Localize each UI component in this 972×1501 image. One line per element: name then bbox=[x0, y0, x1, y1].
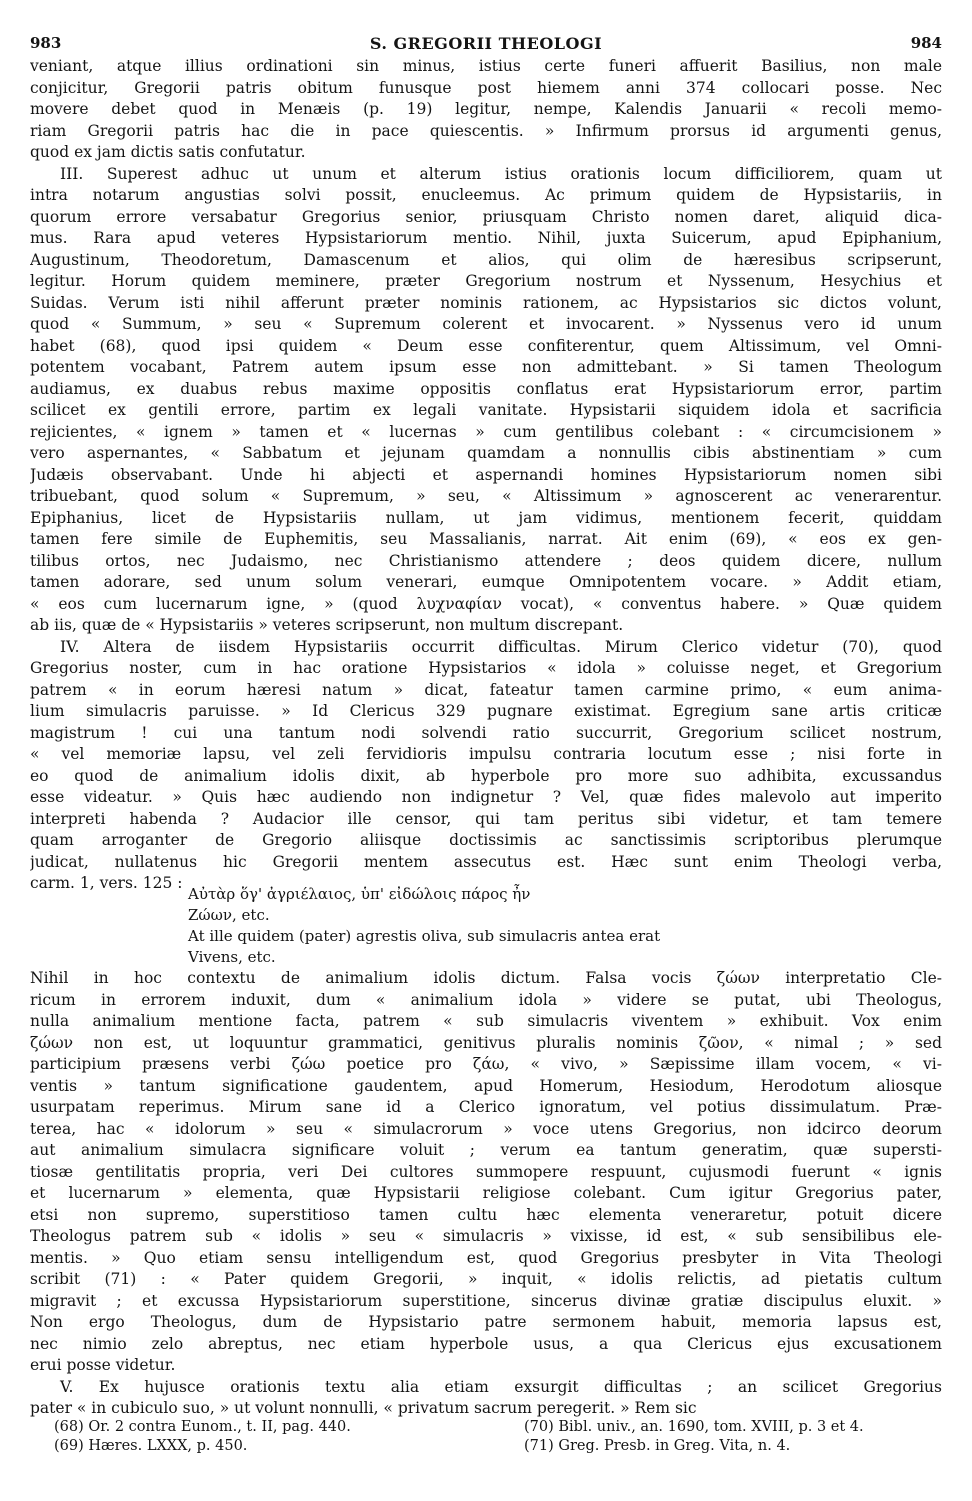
footnotes-right-column bbox=[524, 1418, 944, 1456]
text-line: tamen fere simile de Euphemitis, seu Massalianis, narrat. Ait enim (69), « eos ex gen- bbox=[30, 530, 942, 548]
text-line: habet (68), quod ipsi quidem « Deum esse confiterentur, quem Altissimum, vel Omni- bbox=[30, 336, 942, 355]
text-line: tiosæ gentilitatis propria, veri Dei cultores summopere respuunt, cujusmodi fuerunt « ignis bbox=[30, 1162, 942, 1181]
quote-line: Ζώων, etc. bbox=[188, 906, 270, 924]
main-text-block-continued bbox=[30, 968, 942, 1420]
text-line: vero aspernantes, « Sabbatum et jejunam quamdam a nonnullis cibis abstinentiam » cum bbox=[30, 444, 942, 462]
text-line: aut animalium simulacra significare voluit ; verum ea tantum generatim, quæ supersti- bbox=[30, 1141, 942, 1159]
text-line: erui posse videtur. bbox=[30, 1356, 176, 1374]
verse-quotation bbox=[188, 884, 748, 968]
text-line: scilicet ex gentili errore, partim ex legali vanitate. Hypsistarii siquidem idola et sacrificia bbox=[30, 401, 942, 419]
text-line: veniant, atque illius ordinationi sin minus, istius certe funeri affuerit Basilius, non male bbox=[30, 57, 942, 75]
page-number-left: 983 bbox=[30, 34, 62, 52]
text-line: ventis » tantum significatione gaudentem, apud Homerum, Hesiodum, Herodotum aliosque bbox=[30, 1076, 942, 1095]
text-line: movere debet quod in Menæis (p. 19) legitur, nempe, Kalendis Januarii « recoli memo- bbox=[30, 100, 942, 118]
text-line: rejicientes, « ignem » tamen et « lucernas » cum gentilibus colebant : « circumcisionem » bbox=[30, 422, 942, 441]
running-title: S. GREGORII THEOLOGI bbox=[369, 34, 603, 53]
text-line: riam Gregorii patris hac die in pace quiescentis. » Infirmum prorsus id argumenti genus, bbox=[30, 121, 942, 140]
text-line: ζώων non est, ut loquuntur grammatici, genitivus pluralis nominis ζῶον, « nimal ; » sed bbox=[30, 1033, 942, 1052]
text-line: etsi non supremo, superstitioso tamen cultu hæc elementa veneraretur, potuit dicere bbox=[30, 1205, 942, 1224]
text-line: conjicitur, Gregorii patris obitum funusque post hiemem anni 374 collocari posse. Nec bbox=[30, 78, 942, 97]
text-line: Augustinum, Theodoretum, Damascenum et alios, qui olim de hæresibus scripserunt, bbox=[30, 250, 942, 269]
text-line: Epiphanius, licet de Hypsistariis nullam, ut jam vidimus, mentionem fecerit, quiddam bbox=[30, 508, 942, 527]
quote-line: At ille quidem (pater) agrestis oliva, sub simulacris antea erat bbox=[188, 927, 661, 945]
text-line: legitur. Horum quidem meminere, præter Gregorium nostrum et Nyssenum, Hesychius et bbox=[30, 272, 942, 290]
text-line: V. Ex hujusce orationis textu alia etiam exsurgit difficultas ; an scilicet Gregorius bbox=[60, 1377, 942, 1396]
text-line: Judæis observabant. Unde hi abjecti et aspernandi homines Hypsistariorum nomen sibi bbox=[30, 465, 942, 484]
footnotes-left-column bbox=[54, 1418, 514, 1456]
text-line: interpreti habenda ? Audacior ille censor, qui tam peritus sibi videtur, et tam temere bbox=[30, 809, 942, 828]
text-line: Nihil in hoc contextu de animalium idolis dictum. Falsa vocis ζώων interpretatio Cle- bbox=[30, 969, 942, 987]
page-header bbox=[30, 34, 942, 54]
footnote: (69) Hæres. LXXX, p. 450. bbox=[54, 1438, 248, 1454]
text-line: lium simulacris paruisse. » Id Clericus 329 pugnare existimat. Egregium sane artis criticæ bbox=[30, 702, 942, 720]
text-line: III. Superest adhuc ut unum et alterum istius orationis locum difficiliorem, quam ut bbox=[60, 164, 942, 183]
footnote: (68) Or. 2 contra Eunom., t. II, pag. 440. bbox=[54, 1419, 351, 1435]
text-line: Gregorius noster, cum in hac oratione Hypsistarios « idola » coluisse neget, et Gregorium bbox=[30, 659, 942, 677]
text-line: ab iis, quæ de « Hypsistariis » veteres scripserunt, non multum discrepant. bbox=[30, 616, 624, 634]
text-line: intra notarum angustias solvi possit, enucleemus. Ac primum quidem de Hypsistariis, in bbox=[30, 186, 942, 204]
text-line: patrem « in eorum hæresi natum » dicat, fateatur tamen carmine primo, « eum anima- bbox=[30, 680, 942, 699]
text-line: carm. 1, vers. 125 : bbox=[30, 874, 183, 892]
quote-line: Vivens, etc. bbox=[188, 948, 276, 966]
quote-line: Αὐτὰρ ὅγ' ἀγριέλαιος, ὑπ' εἰδώλοις πάρος ἦν bbox=[188, 885, 531, 903]
text-line: nec nimio zelo abreptus, nec etiam hyperbole usus, a qua Clericus ejus excusationem bbox=[30, 1334, 942, 1353]
text-line: quorum errore versabatur Gregorius senior, priusquam Christo nomen daret, aliquid dica- bbox=[30, 207, 942, 226]
text-line: participium præsens verbi ζώω poetice pro ζάω, « vivo, » Sæpissime illam vocem, « vi- bbox=[30, 1055, 942, 1073]
main-text-block bbox=[30, 56, 942, 895]
footnote: (71) Greg. Presb. in Greg. Vita, n. 4. bbox=[524, 1438, 791, 1454]
text-line: scribit (71) : « Pater quidem Gregorii, » inquit, « idolis relictis, ad pietatis cultum bbox=[30, 1270, 942, 1288]
text-line: judicat, nullatenus hic Gregorii mentem assecutus est. Hæc sunt enim Theologi verba, bbox=[30, 852, 942, 871]
text-line: nulla animalium mentione facta, patrem « sub simulacris viventem » exhibuit. Vox enim bbox=[30, 1012, 942, 1030]
text-line: et lucernarum » elementa, quæ Hypsistarii religiose colebant. Cum igitur Gregorius pater, bbox=[30, 1184, 942, 1202]
text-line: mus. Rara apud veteres Hypsistariorum mentio. Nihil, juxta Suicerum, apud Epiphanium, bbox=[30, 229, 942, 247]
text-line: potentem vocabant, Patrem autem ipsum esse non admittebant. » Si tamen Theologum bbox=[30, 358, 942, 376]
text-line: quod ex jam dictis satis confutatur. bbox=[30, 143, 306, 161]
text-line: ricum in errorem induxit, dum « animalium idola » videre se putat, ubi Theologus, bbox=[30, 990, 942, 1009]
text-line: IV. Altera de iisdem Hypsistariis occurrit difficultas. Mirum Clerico videtur (70), quod bbox=[60, 637, 942, 656]
text-line: tilibus ortos, nec Judaismo, nec Christianismo attendere ; deos quidem dicere, nullum bbox=[30, 551, 942, 570]
text-line: magistrum ! cui una tantum nodi solvendi ratio succurrit, Gregorium scilicet nostrum, bbox=[30, 723, 942, 742]
text-line: mentis. » Quo etiam sensu intelligendum est, quod Gregorius presbyter in Vita Theologi bbox=[30, 1248, 942, 1267]
text-line: migravit ; et excussa Hypsistariorum superstitione, sincerus divinæ gratiæ discipulus eluxit. » bbox=[30, 1291, 942, 1310]
text-line: audiamus, ex duabus rebus maxime oppositis conflatus erat Hypsistariorum error, partim bbox=[30, 379, 942, 398]
footnote: (70) Bibl. univ., an. 1690, tom. XVIII, p. 3 et 4. bbox=[524, 1419, 864, 1435]
text-line: terea, hac « idolorum » seu « simulacrorum » voce utens Gregorius, non idcirco deorum bbox=[30, 1119, 942, 1138]
text-line: tamen adorare, sed unum solum venerari, eumque Omnipotentem vocare. » Addit etiam, bbox=[30, 573, 942, 591]
text-line: Non ergo Theologus, dum de Hypsistario patre sermonem habuit, memoria lapsus est, bbox=[30, 1313, 942, 1331]
text-line: quam arroganter de Gregorio aliisque doctissimis ac sanctissimis scriptoribus plerumque bbox=[30, 831, 942, 849]
text-line: Theologus patrem sub « idolis » seu « simulacris » vixisse, id est, « sub sensibilibus ele- bbox=[30, 1227, 942, 1245]
text-line: quod « Summum, » seu « Supremum colerent et invocarent. » Nyssenus vero id unum bbox=[30, 315, 942, 333]
text-line: esse videatur. » Quis hæc audiendo non indignetur ? Vel, quæ fides malevolo aut imperito bbox=[30, 788, 942, 806]
text-line: « eos cum lucernarum igne, » (quod λυχναφίαν vocat), « conventus habere. » Quæ quidem bbox=[30, 594, 942, 613]
page-number-right: 984 bbox=[910, 34, 942, 52]
text-line: tribuebant, quod solum « Supremum, » seu, « Altissimum » agnoscerent ac venerarentur. bbox=[30, 487, 942, 505]
text-line: pater « in cubiculo suo, » ut volunt nonnulli, « privatum sacrum peregerit. » Rem sic bbox=[30, 1399, 697, 1417]
text-line: « vel memoriæ lapsu, vel zeli fervidioris impulsu contraria locutum esse ; nisi forte in bbox=[30, 745, 942, 763]
text-line: usurpatam reperimus. Mirum sane id a Clerico ignoratum, vel potius dissimulatum. Præ- bbox=[30, 1098, 942, 1116]
text-line: Suidas. Verum isti nihil afferunt præter nominis rationem, ac Hypsistarios sic dictos volunt, bbox=[30, 293, 942, 312]
text-line: eo quod de animalium idolis dixit, ab hyperbole pro more suo adhibita, excussandus bbox=[30, 766, 942, 785]
